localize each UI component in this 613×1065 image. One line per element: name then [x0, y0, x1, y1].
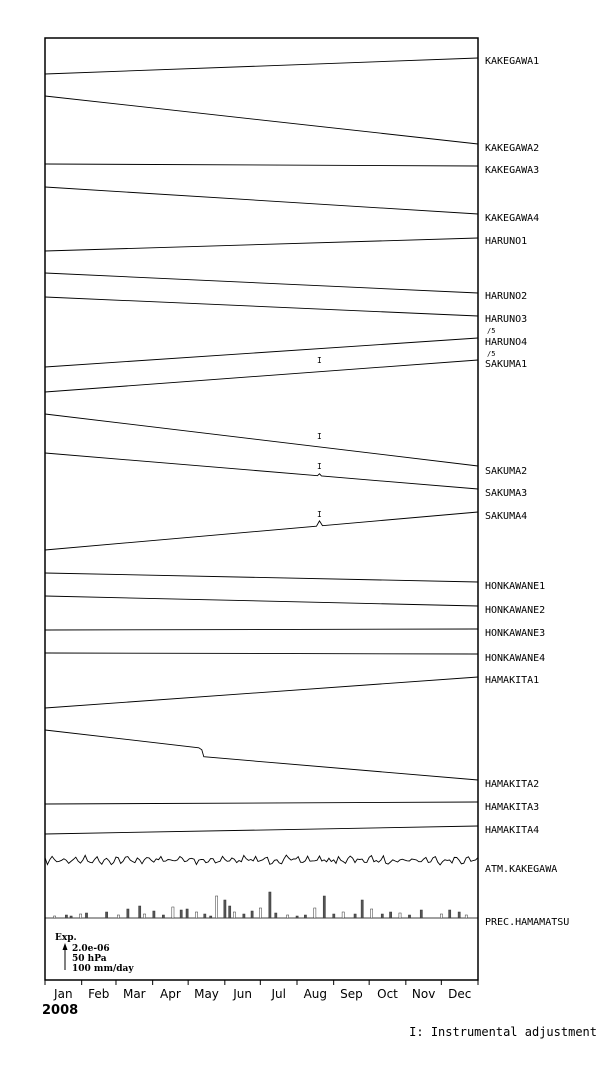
x-tick-label-aug: Aug — [303, 987, 328, 1001]
series-label-honkawane1: HONKAWANE1 — [485, 581, 546, 592]
adjustment-mark: I — [317, 356, 322, 365]
precip-bar — [251, 911, 253, 918]
precip-bar — [172, 907, 174, 918]
series-label-haruno4: HARUNO4 — [485, 337, 528, 348]
footnote: I: Instrumental adjustment — [409, 1025, 597, 1039]
year-label: 2008 — [42, 1003, 79, 1018]
series-label-kakegawa2: KAKEGAWA2 — [485, 143, 540, 154]
scale-note: /5 — [487, 327, 496, 335]
x-tick-label-mar: Mar — [122, 987, 146, 1001]
scale-precip: 100 mm/day — [72, 964, 134, 974]
precip-bar — [381, 914, 383, 918]
series-label-sakuma1: SAKUMA1 — [485, 359, 528, 370]
precip-bar — [296, 916, 298, 918]
precip-bar — [323, 896, 325, 918]
precip-bar — [465, 915, 467, 918]
precip-bar — [195, 912, 197, 918]
precip-bar — [210, 916, 212, 918]
precip-bar — [408, 915, 410, 918]
precip-bar — [143, 914, 145, 918]
x-tick-label-oct: Oct — [377, 987, 398, 1001]
precip-bar — [259, 908, 261, 918]
precip-bar — [390, 912, 392, 918]
series-label-hamakita1: HAMAKITA1 — [485, 675, 540, 686]
precip-bar — [275, 913, 277, 918]
x-tick-label-nov: Nov — [411, 987, 436, 1001]
series-label-sakuma2: SAKUMA2 — [485, 466, 528, 477]
precip-bar — [224, 900, 226, 918]
precip-bar — [269, 892, 271, 918]
series-label-honkawane3: HONKAWANE3 — [485, 628, 546, 639]
precip-bar — [333, 914, 335, 918]
precip-bar — [371, 909, 373, 918]
series-label-haruno2: HARUNO2 — [485, 291, 528, 302]
scale-pressure: 50 hPa — [72, 954, 107, 964]
precip-bar — [440, 914, 442, 918]
precip-bar — [153, 911, 155, 918]
precip-bar — [304, 915, 306, 918]
series-label-kakegawa4: KAKEGAWA4 — [485, 213, 540, 224]
x-tick-label-may: May — [194, 987, 219, 1001]
precip-bar — [361, 900, 363, 918]
series-label-sakuma3: SAKUMA3 — [485, 488, 528, 499]
precip-bar — [216, 896, 218, 918]
precip-bar — [70, 916, 72, 918]
series-label-haruno1: HARUNO1 — [485, 236, 528, 247]
precip-bar — [127, 909, 129, 918]
x-tick-label-jun: Jun — [233, 987, 252, 1001]
x-tick-label-feb: Feb — [88, 987, 110, 1001]
precip-bar — [399, 913, 401, 918]
precip-bar — [420, 910, 422, 918]
scale-title: Exp. — [55, 933, 77, 943]
series-label-honkawane4: HONKAWANE4 — [485, 653, 546, 664]
precip-bar — [229, 906, 231, 918]
precip-bar — [287, 915, 289, 918]
precip-bar — [54, 916, 56, 918]
x-tick-label-dec: Dec — [448, 987, 472, 1001]
precip-bar — [243, 914, 245, 918]
precip-bar — [162, 915, 164, 918]
precip-bar — [342, 912, 344, 918]
precip-bar — [458, 912, 460, 918]
scale-note: /5 — [487, 350, 496, 358]
series-label-honkawane2: HONKAWANE2 — [485, 605, 546, 616]
precip-bar — [204, 914, 206, 918]
adjustment-mark: I — [317, 462, 322, 471]
adjustment-mark: I — [317, 432, 322, 441]
precip-bar — [106, 912, 108, 918]
series-label-sakuma4: SAKUMA4 — [485, 511, 528, 522]
precip-bar — [117, 915, 119, 918]
series-label-hamakita3: HAMAKITA3 — [485, 802, 540, 813]
precip-bar — [85, 913, 87, 918]
x-tick-label-apr: Apr — [160, 987, 181, 1001]
series-label-atm-kakegawa: ATM.KAKEGAWA — [485, 864, 558, 875]
precip-bar — [65, 915, 67, 918]
adjustment-mark: I — [317, 510, 322, 519]
precip-bar — [139, 906, 141, 918]
precip-bar — [354, 914, 356, 918]
precip-bar — [186, 909, 188, 918]
scale-strain: 2.0e-06 — [72, 944, 110, 954]
precip-bar — [180, 910, 182, 918]
series-label-kakegawa1: KAKEGAWA1 — [485, 56, 540, 67]
precip-bar — [233, 912, 235, 918]
x-tick-label-jul: Jul — [271, 987, 286, 1001]
x-tick-label-sep: Sep — [340, 987, 363, 1001]
series-label-haruno3: HARUNO3 — [485, 314, 528, 325]
series-label-hamakita2: HAMAKITA2 — [485, 779, 540, 790]
precip-bar — [314, 908, 316, 918]
precip-bar — [80, 914, 82, 918]
series-label-kakegawa3: KAKEGAWA3 — [485, 165, 540, 176]
x-tick-label-jan: Jan — [54, 987, 73, 1001]
series-label-prec-hamamatsu: PREC.HAMAMATSU — [485, 917, 570, 928]
series-label-hamakita4: HAMAKITA4 — [485, 825, 540, 836]
precip-bar — [449, 910, 451, 918]
